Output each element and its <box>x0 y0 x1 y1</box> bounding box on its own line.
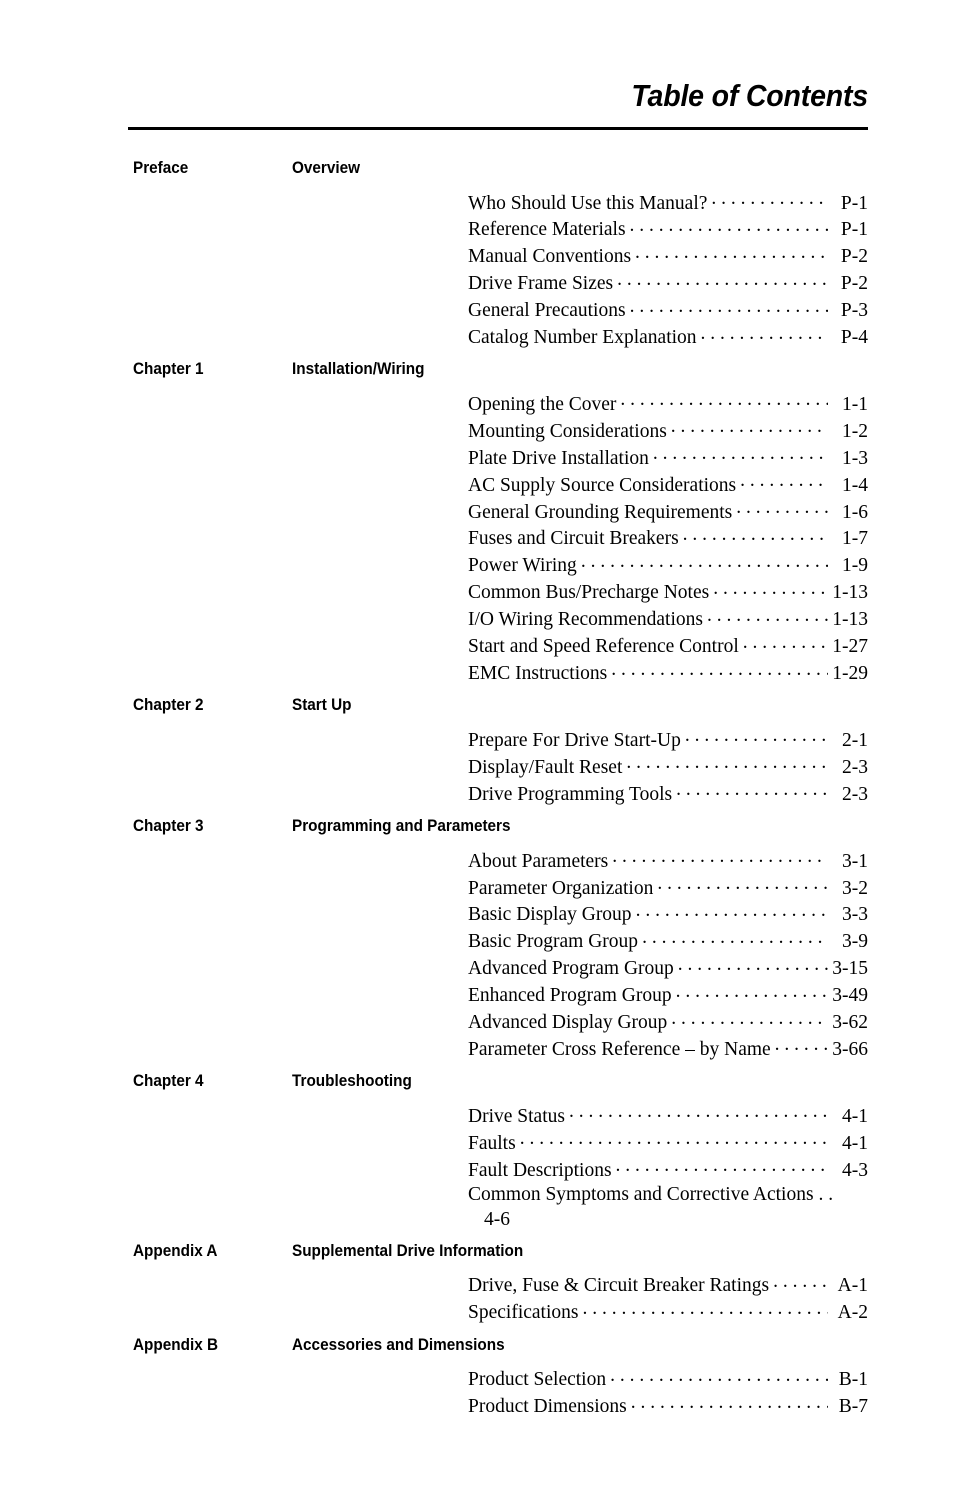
section-part-title: Overview <box>292 158 361 177</box>
toc-entry-leader <box>520 1129 828 1149</box>
toc-entry-page: P-1 <box>840 219 868 241</box>
toc-entry-leader <box>582 1299 828 1319</box>
toc-entry-page: P-4 <box>840 327 868 349</box>
toc-entry-page: 3-9 <box>842 931 868 953</box>
toc-entry-leader <box>631 1393 828 1413</box>
section-part-label: Chapter 1 <box>133 359 204 379</box>
section-spacer <box>0 1062 954 1071</box>
toc-entry-leader <box>612 847 828 867</box>
toc-entry-page: 2-3 <box>842 756 868 778</box>
section-part-title: Supplemental Drive Information <box>292 1240 524 1260</box>
toc-section <box>0 1335 954 1429</box>
toc-entry-label: Drive, Fuse & Circuit Breaker Ratings <box>468 1275 770 1297</box>
toc-entry-label: Faults <box>468 1132 516 1154</box>
toc-section <box>0 359 954 695</box>
toc-entry-label: Plate Drive Installation <box>468 447 649 469</box>
toc-entry-page: 2-1 <box>842 729 868 751</box>
toc-entry[interactable] <box>468 189 868 216</box>
toc-entry-page: 1-13 <box>832 609 868 631</box>
toc-sections-container <box>0 158 954 1429</box>
section-heading <box>0 158 954 189</box>
toc-entry-label: Prepare For Drive Start-Up <box>468 729 681 751</box>
section-heading <box>0 1241 954 1272</box>
toc-entry-leader <box>713 579 828 599</box>
section-part-label: Chapter 2 <box>133 695 204 715</box>
toc-entry[interactable] <box>468 1156 868 1183</box>
toc-entry-leader <box>569 1102 828 1122</box>
toc-entry[interactable] <box>468 1183 868 1232</box>
toc-entry-label: Parameter Organization <box>468 877 654 899</box>
toc-entry[interactable] <box>468 982 868 1009</box>
toc-entry[interactable] <box>468 297 868 324</box>
toc-entry-page: P-1 <box>840 192 868 214</box>
toc-entry-leader <box>620 390 828 410</box>
toc-entry-page: 3-1 <box>842 850 868 872</box>
toc-entry-leader <box>642 928 828 948</box>
toc-entry-page: A-2 <box>837 1302 868 1324</box>
toc-entry[interactable] <box>468 928 868 955</box>
toc-entry-page: 4-3 <box>842 1159 868 1181</box>
toc-entry[interactable] <box>468 726 868 753</box>
section-spacer <box>0 807 954 816</box>
toc-entry-label: Advanced Program Group <box>468 958 674 980</box>
toc-entry-page: P-2 <box>840 246 868 268</box>
section-part-label: Preface <box>133 158 189 177</box>
toc-entry-page: 3-15 <box>832 958 868 980</box>
toc-entry-leader <box>671 417 828 437</box>
toc-entry-leader <box>701 324 828 344</box>
toc-entry-label: Specifications <box>468 1302 579 1324</box>
toc-entry[interactable] <box>468 1129 868 1156</box>
toc-entry-label: Enhanced Program Group <box>468 985 672 1007</box>
toc-entry-label: Fuses and Circuit Breakers <box>468 528 679 550</box>
toc-entry-page: 4-6 <box>484 1208 510 1230</box>
toc-entry-leader <box>636 901 828 921</box>
toc-entry-leader <box>773 1272 828 1292</box>
toc-entry-label: Reference Materials <box>468 219 626 241</box>
toc-entry-page: 1-13 <box>832 582 868 604</box>
toc-section <box>0 1071 954 1241</box>
toc-entry-leader <box>617 270 828 290</box>
toc-entry-label: Mounting Considerations <box>468 420 667 442</box>
toc-entry-page: B-7 <box>838 1396 868 1418</box>
section-spacer <box>0 350 954 359</box>
toc-entry-label: Common Symptoms and Corrective Actions <box>468 1184 814 1206</box>
toc-entry-leader <box>711 189 828 209</box>
toc-entry[interactable] <box>468 324 868 351</box>
section-spacer <box>0 1326 954 1335</box>
toc-entry-leader <box>736 498 828 518</box>
toc-entry[interactable] <box>468 1009 868 1036</box>
toc-entry[interactable] <box>468 780 868 807</box>
toc-entry-label: About Parameters <box>468 850 609 872</box>
entry-list <box>0 189 954 350</box>
toc-entry-label: Product Selection <box>468 1369 607 1391</box>
toc-entry-page: 2-3 <box>842 783 868 805</box>
toc-entry-page: 1-4 <box>842 474 868 496</box>
toc-entry-leader <box>671 1009 828 1029</box>
toc-entry[interactable] <box>468 955 868 982</box>
toc-entry-page: P-3 <box>840 300 868 322</box>
toc-entry-label: Manual Conventions <box>468 246 632 268</box>
toc-entry-page: 3-62 <box>832 1012 868 1034</box>
toc-entry[interactable] <box>468 498 868 525</box>
toc-entry-leader <box>683 525 828 545</box>
toc-entry[interactable] <box>468 606 868 633</box>
section-part-label: Appendix A <box>133 1240 218 1260</box>
section-part-title: Installation/Wiring <box>292 359 425 379</box>
toc-entry-page: P-2 <box>840 273 868 295</box>
toc-entry-label: Opening the Cover <box>468 393 617 415</box>
toc-entry-label: Display/Fault Reset <box>468 756 623 778</box>
toc-entry-page: B-1 <box>838 1369 868 1391</box>
toc-entry-leader <box>630 216 828 236</box>
toc-entry[interactable] <box>468 444 868 471</box>
toc-section <box>0 158 954 359</box>
toc-entry-leader <box>653 444 828 464</box>
toc-entry-label: Advanced Display Group <box>468 1012 668 1034</box>
toc-entry[interactable] <box>468 417 868 444</box>
entry-list <box>0 1366 954 1420</box>
toc-entry-label-line <box>468 1183 868 1207</box>
toc-entry-page: 3-3 <box>842 904 868 926</box>
toc-entry[interactable] <box>468 1272 868 1299</box>
toc-entry-page: 4-1 <box>842 1132 868 1154</box>
section-heading <box>0 695 954 726</box>
section-part-title: Programming and Parameters <box>292 816 511 836</box>
entry-list <box>0 1272 954 1326</box>
toc-entry-leader <box>678 955 828 975</box>
toc-entry[interactable] <box>468 552 868 579</box>
toc-entry[interactable] <box>468 753 868 780</box>
toc-entry-label: Parameter Cross Reference – by Name <box>468 1038 771 1060</box>
section-heading <box>0 359 954 390</box>
toc-entry-leader <box>630 297 828 317</box>
entry-list <box>0 726 954 807</box>
toc-entry-leader <box>743 633 828 653</box>
entry-list <box>0 1102 954 1232</box>
toc-entry[interactable] <box>468 874 868 901</box>
section-part-title: Start Up <box>292 695 352 715</box>
toc-entry-page: 4-1 <box>842 1105 868 1127</box>
toc-entry-leader <box>676 982 828 1002</box>
toc-entry-label: AC Supply Source Considerations <box>468 474 737 496</box>
toc-entry-page: 1-7 <box>842 528 868 550</box>
section-heading <box>0 1071 954 1102</box>
toc-entry-page: 1-27 <box>832 636 868 658</box>
toc-entry-label: Power Wiring <box>468 555 577 577</box>
toc-entry[interactable] <box>468 525 868 552</box>
section-spacer <box>0 1420 954 1429</box>
section-part-title: Accessories and Dimensions <box>292 1334 505 1354</box>
toc-entry-leader <box>707 606 828 626</box>
toc-entry-label: Drive Programming Tools <box>468 783 673 805</box>
toc-entry-label: Product Dimensions <box>468 1396 627 1418</box>
toc-entry[interactable] <box>468 660 868 687</box>
toc-entry-label: General Precautions <box>468 300 626 322</box>
toc-entry-label: Basic Display Group <box>468 904 632 926</box>
section-part-label: Chapter 3 <box>133 816 204 836</box>
toc-entry-leader: . . <box>813 1184 834 1206</box>
toc-entry-leader <box>657 874 828 894</box>
section-part-label: Appendix B <box>133 1334 219 1354</box>
toc-entry-page: 1-6 <box>842 501 868 523</box>
toc-entry-leader <box>775 1035 828 1055</box>
toc-entry-leader <box>581 552 828 572</box>
toc-entry-leader <box>616 1156 828 1176</box>
toc-entry-label: EMC Instructions <box>468 663 608 684</box>
section-spacer <box>0 1232 954 1241</box>
section-spacer <box>0 686 954 695</box>
toc-entry-page: 1-1 <box>842 393 868 415</box>
toc-entry-page: 3-66 <box>832 1038 868 1060</box>
section-part-title: Troubleshooting <box>292 1071 412 1091</box>
toc-entry-leader <box>635 243 828 263</box>
toc-entry-label: Fault Descriptions <box>468 1159 612 1181</box>
toc-entry-leader <box>626 753 828 773</box>
section-heading <box>0 816 954 847</box>
toc-entry-label: Catalog Number Explanation <box>468 327 697 349</box>
toc-entry-leader <box>610 1366 828 1386</box>
toc-section <box>0 695 954 816</box>
entry-list <box>0 847 954 1062</box>
section-heading <box>0 1335 954 1366</box>
toc-entry-leader <box>676 780 828 800</box>
toc-entry-leader <box>611 660 828 680</box>
toc-entry-label: General Grounding Requirements <box>468 501 733 523</box>
toc-entry[interactable] <box>468 1035 868 1062</box>
toc-entry-label: Basic Program Group <box>468 931 639 953</box>
toc-entry[interactable] <box>468 270 868 297</box>
toc-entry[interactable] <box>468 390 868 417</box>
toc-entry[interactable] <box>468 633 868 660</box>
toc-entry-leader <box>685 726 828 746</box>
toc-entry-leader <box>740 471 828 491</box>
toc-section <box>0 816 954 1071</box>
toc-section <box>0 1241 954 1335</box>
toc-entry[interactable] <box>468 901 868 928</box>
toc-entry[interactable] <box>468 216 868 243</box>
toc-entry-label: Drive Status <box>468 1105 565 1127</box>
title-divider <box>128 127 868 130</box>
toc-entry[interactable] <box>468 471 868 498</box>
toc-entry[interactable] <box>468 847 868 874</box>
toc-entry-page: 1-2 <box>842 420 868 442</box>
section-part-label: Chapter 4 <box>133 1071 204 1091</box>
toc-entry-page: A-1 <box>837 1275 868 1297</box>
toc-entry-page: 1-29 <box>832 663 868 684</box>
toc-entry-page: 1-3 <box>842 447 868 469</box>
toc-entry-label: Who Should Use this Manual? <box>468 192 708 214</box>
toc-entry[interactable] <box>468 1366 868 1393</box>
toc-entry[interactable] <box>468 579 868 606</box>
toc-entry[interactable] <box>468 243 868 270</box>
toc-entry-page: 3-2 <box>842 877 868 899</box>
toc-entry[interactable] <box>468 1299 868 1326</box>
toc-entry-label: Drive Frame Sizes <box>468 273 614 295</box>
entry-list <box>0 390 954 686</box>
toc-entry[interactable] <box>468 1393 868 1420</box>
toc-entry-page: 3-49 <box>832 985 868 1007</box>
toc-entry-label: Common Bus/Precharge Notes <box>468 582 710 604</box>
toc-entry[interactable] <box>468 1102 868 1129</box>
page-title: Table of Contents <box>631 78 868 113</box>
toc-entry-label: Start and Speed Reference Control <box>468 636 739 658</box>
toc-entry-label: I/O Wiring Recommendations <box>468 609 703 631</box>
toc-entry-page: 1-9 <box>842 555 868 577</box>
